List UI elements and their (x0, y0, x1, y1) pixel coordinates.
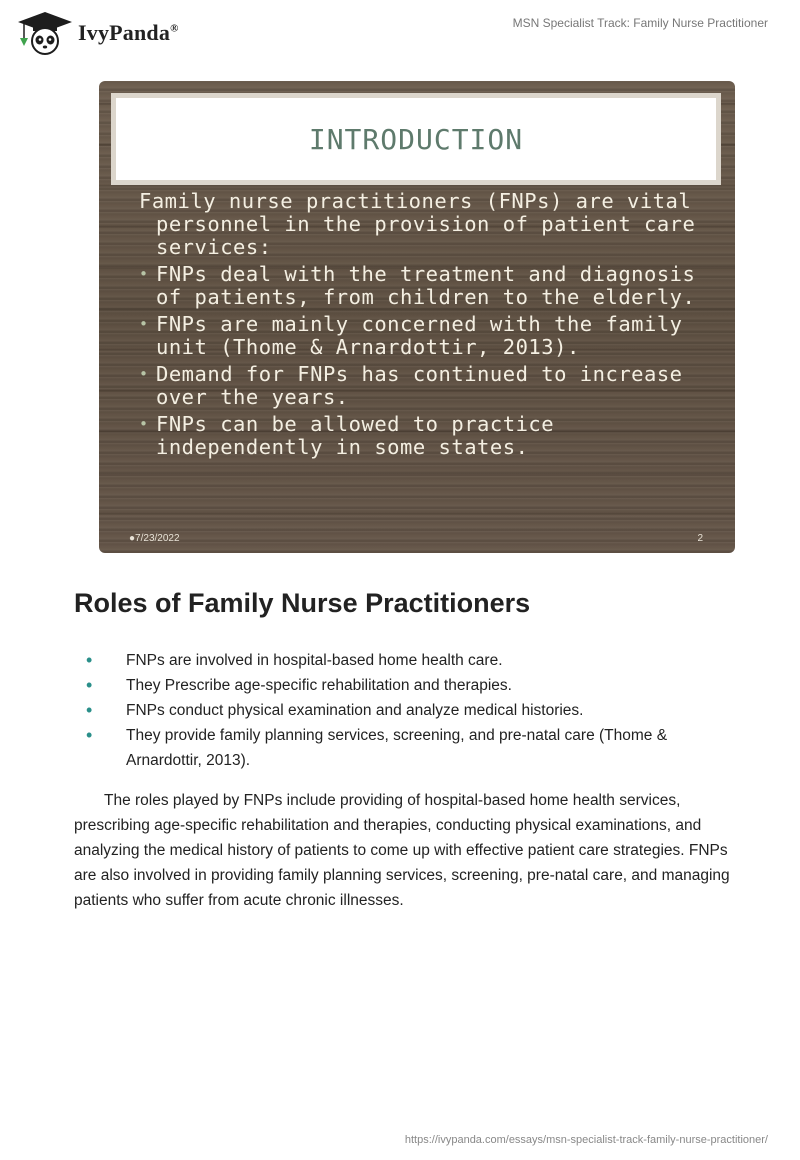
bullet-dot-icon: • (139, 415, 149, 433)
roles-bullet-list (86, 648, 726, 773)
presentation-slide (99, 81, 735, 553)
bullet-dot-icon: • (139, 365, 149, 383)
slide-intro-text: Family nurse practitioners (FNPs) are vital personnel in the provision of patient care services: (139, 189, 696, 259)
slide-bullet: • Demand for FNPs has continued to increase over the years. (139, 362, 683, 409)
slide-body (139, 190, 709, 463)
source-url-link[interactable]: https://ivypanda.com/essays/msn-specialist-track-family-nurse-practitioner/ (404, 1134, 768, 1146)
list-item: • They Prescribe age-specific rehabilitation and therapies. (86, 673, 726, 698)
slide-date: ●7/23/2022 (129, 533, 180, 544)
bullet-icon: • (86, 700, 93, 720)
brand-name: IvyPanda® (78, 20, 179, 45)
panda-graduation-cap-icon (16, 10, 74, 56)
slide-bullet: • FNPs deal with the treatment and diagnosis of patients, from children to the elderly. (139, 262, 696, 309)
section-heading: Roles of Family Nurse Practitioners (74, 588, 531, 618)
bullet-dot-icon: • (139, 265, 149, 283)
slide-title-frame (111, 93, 721, 185)
bullet-icon: • (86, 675, 93, 695)
bullet-icon: • (86, 650, 93, 670)
slide-title: INTRODUCTION (308, 122, 524, 156)
list-item: • They provide family planning services, screening, and pre-natal care (Thome & Arnardottir, 2013). (86, 725, 668, 769)
list-item: • FNPs are involved in hospital-based home health care. (86, 648, 726, 673)
list-item: • FNPs conduct physical examination and analyze medical histories. (86, 698, 726, 723)
ivypanda-logo[interactable] (16, 10, 179, 56)
slide-bullet: • FNPs are mainly concerned with the family unit (Thome & Arnardottir, 2013). (139, 312, 683, 359)
body-paragraph: The roles played by FNPs include providing of hospital-based home health services, prescribing age-specific rehabilitation and therapies, conducting physical examinations, and analyzing the medical history of patients to come up with effective patient care strategies. FNPs are also involved in providing family planning services, screening, pre-natal care, and managing patients who suffer from acute chronic illnesses. (74, 792, 730, 909)
document-title: MSN Specialist Track: Family Nurse Practitioner (512, 16, 768, 30)
bullet-dot-icon: • (139, 315, 149, 333)
bullet-icon: • (86, 725, 93, 745)
slide-bullet: • FNPs can be allowed to practice independently in some states. (139, 412, 555, 459)
slide-page-number: 2 (697, 533, 703, 544)
